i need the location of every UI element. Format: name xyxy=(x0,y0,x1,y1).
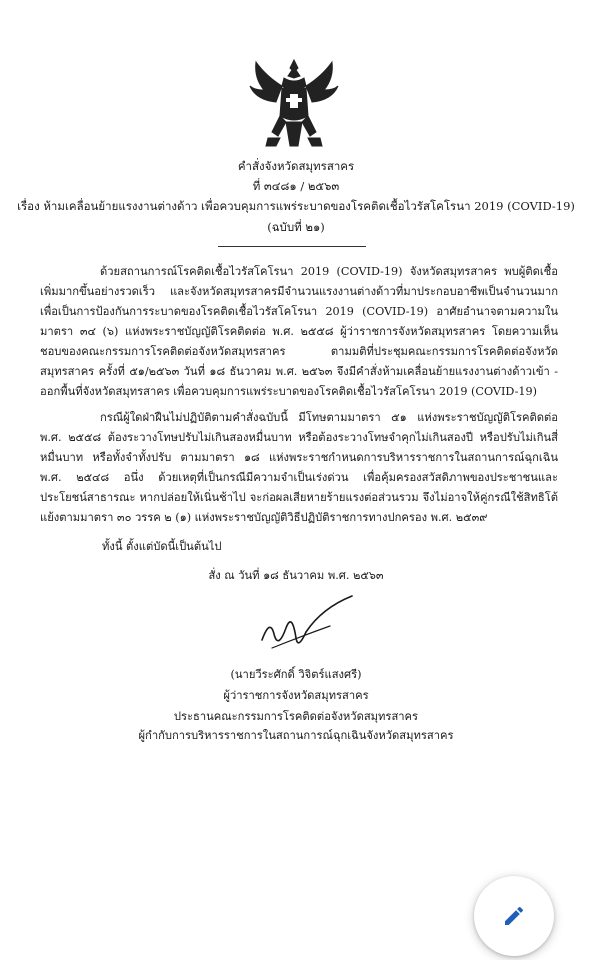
effective-statement: ทั้งนี้ ตั้งแต่บัดนี้เป็นต้นไป xyxy=(102,540,222,553)
body-paragraph-1: ด้วยสถานการณ์โรคติดเชื้อไวรัสโคโรนา 2019 (COVID-19) จังหวัดสมุทรสาคร พบผู้ติดเชื้อเพิ่มมากขึ้นอย่างรวดเร็ว และจังหวัดสมุทรสาครมีจำนวนแรงงานต่างด้าวที่มาประกอบอาชีพเป็นจำนวนมาก เพื่อเป็นการป้องกันการระบาดของโรคติดเชื้อไวรัสโคโรนา 2019 (COVID-19) อาศัยอำนาจตามความในมาตรา ๓๔ (๖) แห่งพระราชบัญญัติโรคติดต่อ พ.ศ. ๒๕๕๘ ผู้ว่าราชการจังหวัดสมุทรสาคร โดยความเห็นชอบของคณะกรรมการโรคติดต่อจังหวัดสมุทรสาคร ตามมติที่ประชุมคณะกรรมการโรคติดต่อจังหวัดสมุทรสาคร ครั้งที่ ๕๑/๒๕๖๓ วันที่ ๑๘ ธันวาคม พ.ศ. ๒๕๖๓ จึงมีคำสั่งห้ามเคลื่อนย้ายแรงงานต่างด้าวเข้า - ออกพื้นที่จังหวัดสมุทรสาคร เพื่อควบคุมการแพร่ระบาดของโรคติดเชื้อไวรัสโคโรนา 2019 (COVID-19) xyxy=(40,265,558,398)
signatory-title-3: ผู้กำกับการบริหารราชการในสถานการณ์ฉุกเฉินจังหวัดสมุทรสาคร xyxy=(138,729,454,742)
signature-mark xyxy=(252,588,362,658)
signatory-name: (นายวีระศักดิ์ วิจิตร์แสงศรี) xyxy=(230,668,362,681)
signatory-title-2: ประธานคณะกรรมการโรคติดต่อจังหวัดสมุทรสาคร xyxy=(173,710,419,723)
issued-date: สั่ง ณ วันที่ ๑๘ ธันวาคม พ.ศ. ๒๕๖๓ xyxy=(208,569,384,582)
order-edition: (ฉบับที่ ๒๑) xyxy=(267,220,325,234)
body-paragraph-2: กรณีผู้ใดฝ่าฝืนไม่ปฏิบัติตามคำสั่งฉบับนี้ มีโทษตามมาตรา ๕๑ แห่งพระราชบัญญัติโรคติดต่อ พ.ศ. ๒๕๕๘ ต้องระวางโทษปรับไม่เกินสองหมื่นบาท หรือต้องระวางโทษจำคุกไม่เกินสองปี หรือปรับไม่เกินสี่หมื่นบาท หรือทั้งจำทั้งปรับ ตามมาตรา ๑๘ แห่งพระราชกำหนดการบริหารราชการในสถานการณ์ฉุกเฉิน พ.ศ. ๒๕๔๘ อนึ่ง ด้วยเหตุที่เป็นกรณีมีความจำเป็นเร่งด่วน เพื่อคุ้มครองสวัสดิภาพของประชาชนและประโยชน์สาธารณะ หากปล่อยให้เนิ่นช้าไป จะก่อผลเสียหายร้ายแรงต่อส่วนรวม จึงไม่อาจให้คู่กรณีใช้สิทธิโต้แย้งตามมาตรา ๓๐ วรรค ๒ (๑) แห่งพระราชบัญญัติวิธีปฏิบัติราชการทางปกครอง พ.ศ. ๒๕๓๙ xyxy=(40,411,558,524)
edit-button[interactable] xyxy=(474,876,554,956)
order-subject: เรื่อง ห้ามเคลื่อนย้ายแรงงานต่างด้าว เพื่อควบคุมการแพร่ระบาดของโรคติดเชื้อไวรัสโคโรนา 2019 (COVID-19) xyxy=(17,199,575,213)
issuer-title: คำสั่งจังหวัดสมุทรสาคร xyxy=(237,159,355,173)
garuda-emblem-icon xyxy=(246,56,342,156)
order-number: ที่ ๓๔๘๑ / ๒๕๖๓ xyxy=(252,179,340,193)
signatory-title-1: ผู้ว่าราชการจังหวัดสมุทรสาคร xyxy=(223,689,369,702)
header-divider xyxy=(218,246,366,247)
pencil-edit-icon xyxy=(502,904,526,928)
